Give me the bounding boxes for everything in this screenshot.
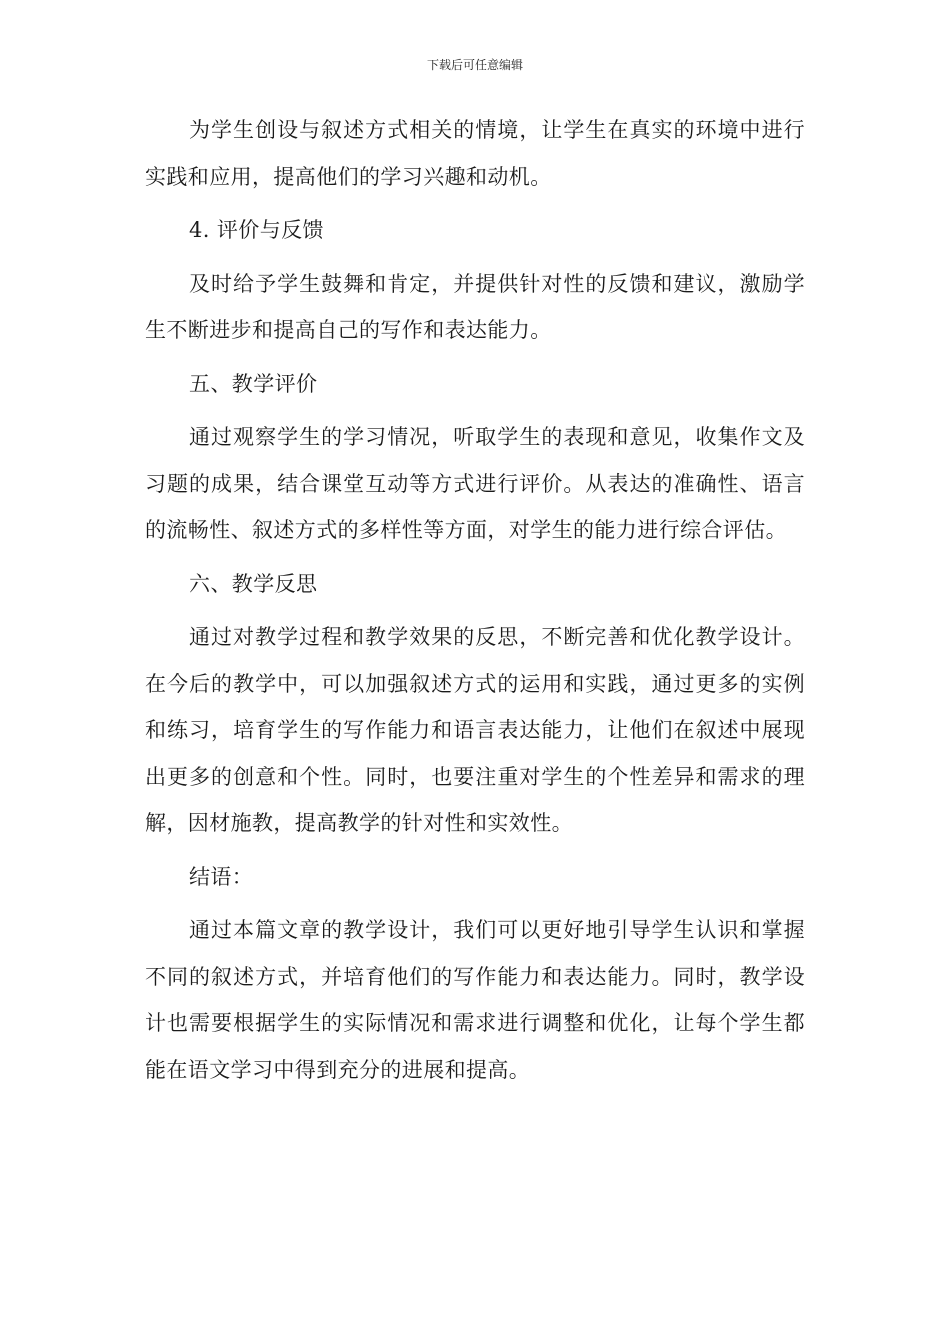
subheading-evaluation-feedback: 4. 评价与反馈 [189,218,324,242]
page-header: 下载后可任意编辑 [426,58,523,72]
paragraph-evaluation-methods: 通过观察学生的学习情况，听取学生的表现和意见，收集作文及习题的成果，结合课堂互动等方式进行评价。从表达的准确性、语言的流畅性、叙述方式的多样性等方面，对学生的能力进行综合评估。 [145,425,805,542]
document-body [145,107,805,1100]
section-heading-teaching-evaluation: 五、教学评价 [189,371,318,396]
section-heading-conclusion: 结语： [189,864,254,889]
paragraph-situational-practice: 为学生创设与叙述方式相关的情境，让学生在真实的环境中进行实践和应用，提高他们的学习兴趣和动机。 [145,118,805,189]
paragraph-conclusion: 通过本篇文章的教学设计，我们可以更好地引导学生认识和掌握不同的叙述方式，并培育他们的写作能力和表达能力。同时，教学设计也需要根据学生的实际情况和需求进行调整和优化，让每个学生都能在语文学习中得到充分的进展和提高。 [145,918,805,1082]
paragraph-reflection: 通过对教学过程和教学效果的反思，不断完善和优化教学设计。在今后的教学中，可以加强叙述方式的运用和实践，通过更多的实例和练习，培育学生的写作能力和语言表达能力，让他们在叙述中展现出更多的创意和个性。同时，也要注重对学生的个性差异和需求的理解，因材施教，提高教学的针对性和实效性。 [145,625,805,835]
section-heading-teaching-reflection: 六、教学反思 [189,571,318,596]
paragraph-encouragement: 及时给予学生鼓舞和肯定，并提供针对性的反馈和建议，激励学生不断进步和提高自己的写作和表达能力。 [145,271,805,342]
